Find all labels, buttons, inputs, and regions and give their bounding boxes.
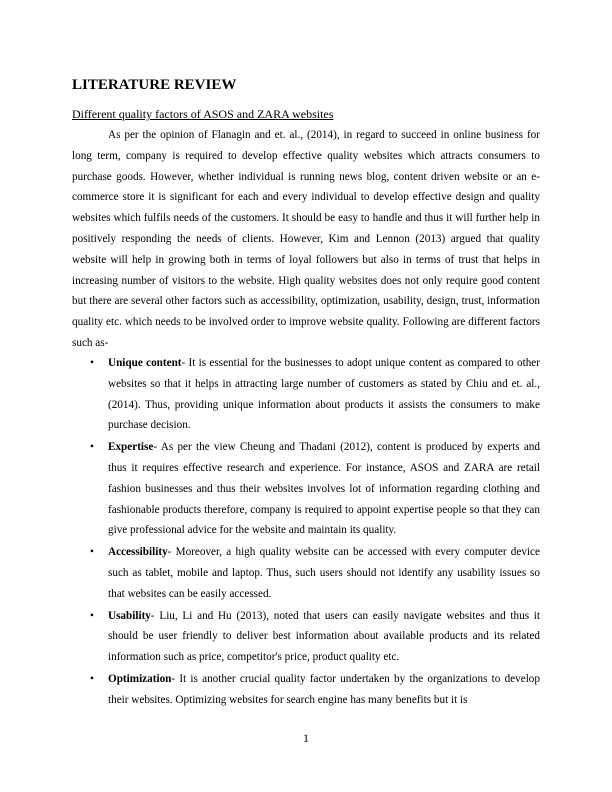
list-item-text: - As per the view Cheung and Thadani (2012), content is produced by experts and thus it requires effective research and experience. For instance, ASOS and ZARA are retail fashion businesses and thus their websites involves lot of information regarding clothing and fashionable products therefore, company is required to appoint expertise people so that they can give professional advice for the website and maintain its quality. (108, 441, 540, 537)
list-item-term: Unique content (108, 357, 182, 369)
subsection-heading: Different quality factors of ASOS and ZARA websites (72, 107, 334, 121)
page-number: 1 (303, 731, 309, 745)
list-item-term: Usability (108, 609, 151, 622)
list-item-term: Expertise (108, 441, 154, 454)
list-item (72, 437, 540, 541)
list-item-text: - Moreover, a high quality website can be accessed with every computer device such as tablet, mobile and laptop. Thus, such users should not identify any usability issues so that websites can be easily accessed. (108, 546, 540, 600)
list-item (72, 542, 540, 604)
body-paragraph: As per the opinion of Flanagin and et. al., (2014), in regard to succeed in online business for long term, company is required to develop effective quality websites which attracts consumers to purchase goods. However, whether individual is running news blog, content driven website or an e-commerce store it is significant for each and every individual to develop effective design and quality websites which fulfils needs of the customers. It should be easy to handle and thus it will further help in positively responding the needs of clients. However, Kim and Lennon (2013) argued that quality website will help in growing both in terms of loyal followers but also in terms of trust that helps in increasing number of visitors to the website. High quality websites does not only require good content but there are several other factors such as accessibility, optimization, usability, design, trust, information quality etc. which needs to be involved order to improve website quality. Following are different factors such as- (72, 129, 540, 349)
bullet-icon: • (90, 609, 94, 622)
list-item-term: Optimization (108, 672, 172, 685)
bullet-icon: • (90, 672, 94, 685)
list-item-text: - It is essential for the businesses to adopt unique content as compared to other websites so that it helps in attracting large number of customers as stated by Chiu and et. al., (2014). Thus, providing unique information about products it assists the consumers to make purchase decision. (108, 357, 540, 432)
bullet-icon: • (90, 441, 94, 454)
list-item-term: Accessibility (108, 546, 168, 559)
section-heading: LITERATURE REVIEW (72, 77, 237, 93)
bullet-icon: • (90, 546, 94, 559)
list-item-text: - It is another crucial quality factor undertaken by the organizations to develop their websites. Optimizing websites for search engine has many benefits but it is (108, 672, 540, 706)
list-item-text: - Liu, Li and Hu (2013), noted that users can easily navigate websites and thus it should be user friendly to deliver best information about available products and its related information such as price, competitor's price, product quality etc. (108, 609, 540, 664)
list-item (72, 669, 540, 711)
list-item (72, 606, 540, 668)
factor-list (72, 353, 540, 712)
list-item (72, 353, 540, 436)
bullet-icon: • (90, 357, 94, 369)
